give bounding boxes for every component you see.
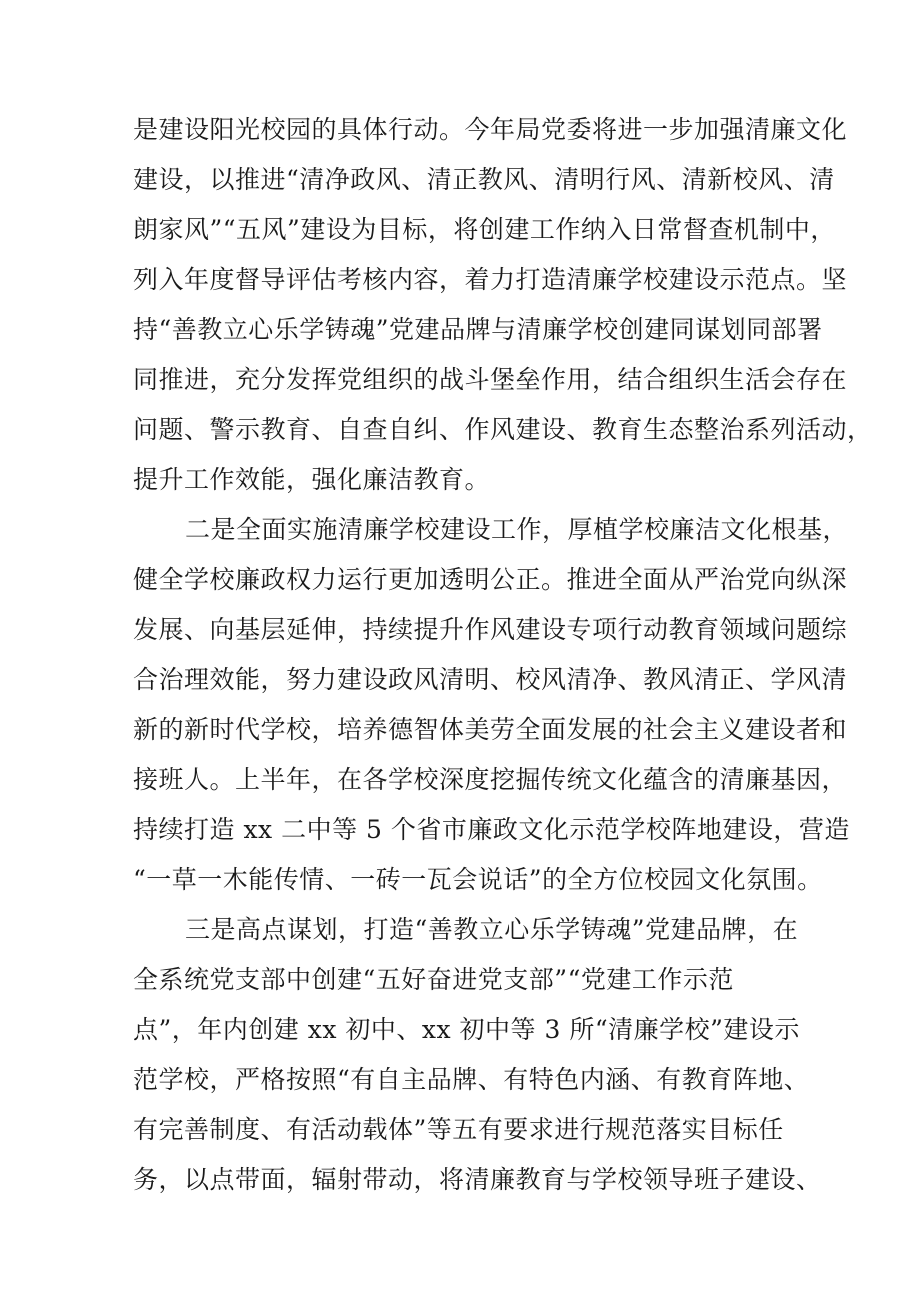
text-line: 接班人。上半年，在各学校深度挖掘传统文化蕴含的清廉基因， (133, 765, 848, 794)
text-line: 健全学校廉政权力运行更加透明公正。推进全面从严治党向纵深 (133, 565, 848, 594)
text-line: 发展、向基层延伸，持续提升作风建设专项行动教育领域问题综 (133, 615, 848, 644)
text-line: 合治理效能，努力建设政风清明、校风清净、教风清正、学风清 (133, 665, 848, 694)
text-line: 建设，以推进“清净政风、清正教风、清明行风、清新校风、清 (133, 165, 835, 194)
text-line: 三是高点谋划，打造“善教立心乐学铸魂”党建品牌，在 (185, 915, 799, 944)
text-line: 务，以点带面，辐射带动，将清廉教育与学校领导班子建设、 (133, 1165, 822, 1194)
text-line: 范学校，严格按照“有自主品牌、有特色内涵、有教育阵地、 (133, 1065, 810, 1094)
text-line: 同推进，充分发挥党组织的战斗堡垒作用，结合组织生活会存在 (133, 365, 848, 394)
text-line: 二是全面实施清廉学校建设工作，厚植学校廉洁文化根基， (185, 515, 849, 544)
text-line: 是建设阳光校园的具体行动。今年局党委将进一步加强清廉文化 (133, 115, 848, 144)
text-line: 持“善教立心乐学铸魂”党建品牌与清廉学校创建同谋划同部署 (133, 315, 823, 344)
text-line: 朗家风”“五风”建设为目标，将创建工作纳入日常督查机制中， (133, 215, 836, 244)
text-line: 有完善制度、有活动载体”等五有要求进行规范落实目标任 (133, 1115, 784, 1144)
text-line: 全系统党支部中创建“五好奋进党支部”“党建工作示范 (133, 965, 734, 994)
text-line: 列入年度督导评估考核内容，着力打造清廉学校建设示范点。坚 (133, 265, 848, 294)
text-line: 持续打造 xx 二中等 5 个省市廉政文化示范学校阵地建设，营造 (133, 815, 850, 844)
text-line: “一草一木能传情、一砖一瓦会说话”的全方位校园文化氛围。 (133, 865, 823, 894)
text-line: 问题、警示教育、自查自纠、作风建设、教育生态整治系列活动， (133, 415, 873, 444)
text-line: 提升工作效能，强化廉洁教育。 (133, 465, 491, 494)
text-line: 新的新时代学校，培养德智体美劳全面发展的社会主义建设者和 (133, 715, 848, 744)
text-line: 点”，年内创建 xx 初中、xx 初中等 3 所“清廉学校”建设示 (133, 1015, 800, 1044)
